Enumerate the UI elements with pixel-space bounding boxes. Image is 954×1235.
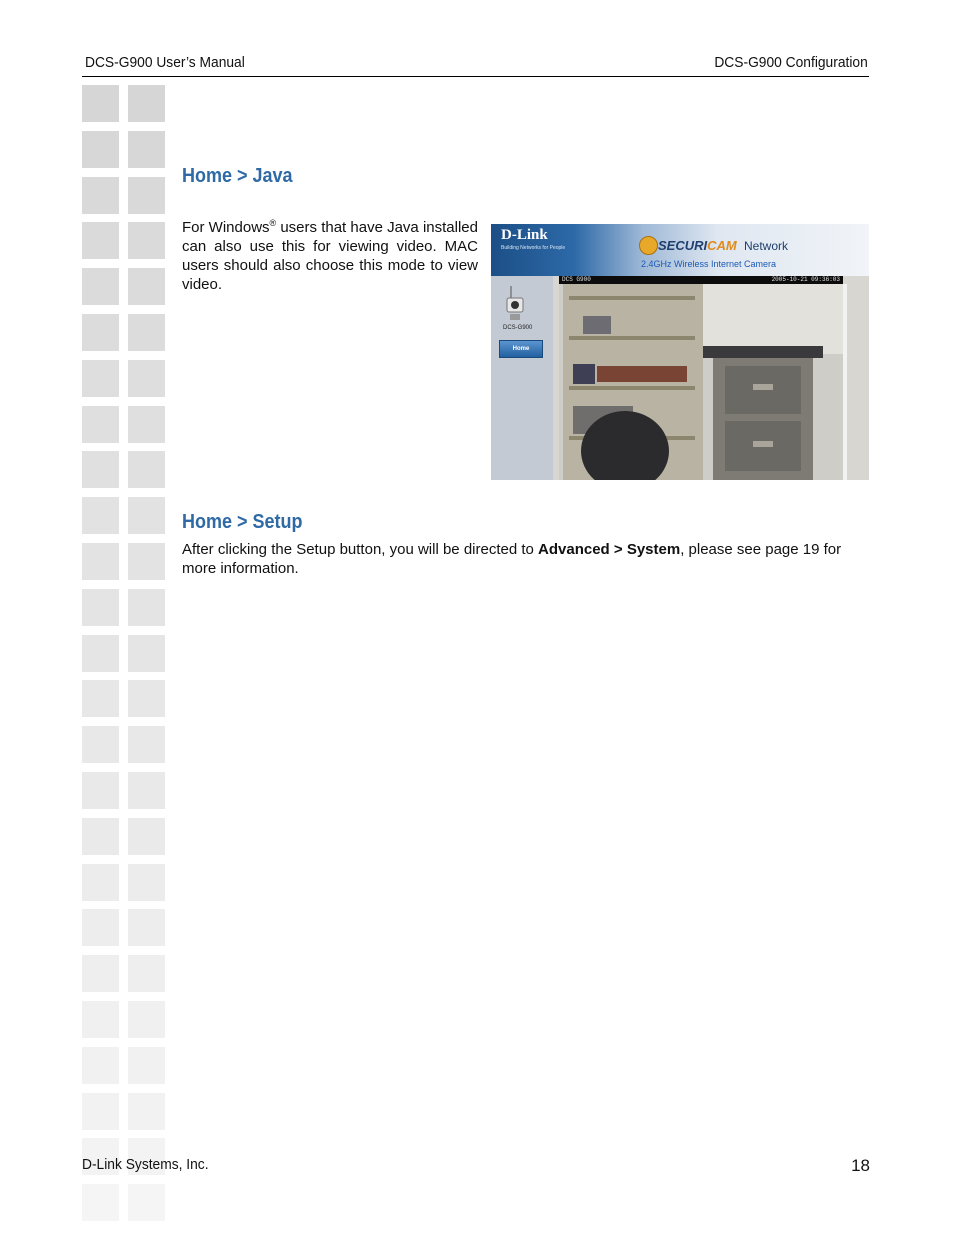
sidebar-square — [128, 772, 165, 809]
setup-link-text: Advanced > System — [538, 541, 681, 558]
sidebar-square — [128, 955, 165, 992]
sidebar-square — [82, 131, 119, 168]
java-paragraph — [182, 218, 478, 294]
registered-mark: ® — [269, 218, 277, 228]
screenshot-subtitle: 2.4GHz Wireless Internet Camera — [641, 259, 777, 269]
sidebar-square — [128, 222, 165, 259]
camera-web-ui-screenshot — [491, 224, 869, 480]
video-camera-label: DCS G900 — [562, 276, 591, 283]
dlink-logo: D-Link — [501, 227, 548, 243]
sidebar-square — [82, 1001, 119, 1038]
sidebar-square — [82, 864, 119, 901]
sidebar-square — [128, 680, 165, 717]
video-timestamp: 2005-10-21 09:36:03 — [771, 276, 840, 283]
header-section-title: DCS-G900 Configuration — [714, 54, 868, 71]
setup-paragraph — [182, 540, 874, 578]
sidebar-square — [128, 85, 165, 122]
sidebar-square — [82, 543, 119, 580]
sidebar-square — [128, 543, 165, 580]
sidebar-square — [128, 726, 165, 763]
sidebar-square — [128, 1047, 165, 1084]
sidebar-square — [82, 955, 119, 992]
sidebar-square — [128, 177, 165, 214]
sidebar-square — [82, 726, 119, 763]
sidebar-square — [82, 772, 119, 809]
sidebar-square — [128, 360, 165, 397]
sidebar-square — [82, 1093, 119, 1130]
sidebar-square — [82, 85, 119, 122]
page-number: 18 — [851, 1156, 870, 1175]
sidebar-square — [82, 406, 119, 443]
sidebar-square — [82, 1184, 119, 1221]
sidebar-square — [82, 177, 119, 214]
sidebar-square — [128, 864, 165, 901]
sidebar-square — [128, 497, 165, 534]
sidebar-square — [82, 314, 119, 351]
footer-company: D-Link Systems, Inc. — [82, 1156, 209, 1173]
sidebar-square — [128, 818, 165, 855]
sidebar-square — [82, 1047, 119, 1084]
sidebar-square — [128, 1184, 165, 1221]
sidebar-square — [128, 131, 165, 168]
video-feed — [553, 276, 869, 480]
decorative-sidebar-squares — [82, 85, 168, 1235]
camera-model-label: DCS-G900 — [503, 325, 533, 331]
office-scene-image — [553, 276, 869, 480]
section-heading-java: Home > Java — [182, 165, 293, 187]
securicam-brand — [658, 238, 737, 253]
sidebar-square — [82, 680, 119, 717]
sidebar-square — [128, 1093, 165, 1130]
sidebar-square — [128, 268, 165, 305]
sidebar-square — [82, 268, 119, 305]
sidebar-square — [82, 497, 119, 534]
sidebar-square — [128, 451, 165, 488]
sidebar-square — [82, 909, 119, 946]
camera-icon — [503, 286, 527, 322]
brand-part-cam: CAM — [707, 238, 737, 253]
section-heading-setup: Home > Setup — [182, 511, 303, 533]
sidebar-square — [82, 818, 119, 855]
sidebar-square — [128, 406, 165, 443]
securicam-lock-icon — [639, 236, 658, 255]
setup-text-lead: After clicking the Setup button, you will be directed to — [182, 541, 539, 558]
sidebar-square — [82, 222, 119, 259]
sidebar-square — [82, 451, 119, 488]
header-divider — [82, 76, 869, 77]
sidebar-square — [128, 909, 165, 946]
sidebar-square — [128, 1001, 165, 1038]
sidebar-square — [128, 314, 165, 351]
sidebar-square — [128, 589, 165, 626]
dlink-tagline: Building Networks for People — [501, 245, 566, 251]
brand-part-network: Network — [744, 239, 789, 253]
home-button[interactable]: Home — [499, 340, 543, 358]
sidebar-square — [82, 635, 119, 672]
setup-text-rest: , please see page 19 for more information. — [182, 541, 842, 577]
video-overlay-bar — [559, 276, 843, 284]
sidebar-square — [82, 360, 119, 397]
brand-part-securi: SECURI — [658, 238, 708, 253]
sidebar-square — [82, 589, 119, 626]
sidebar-square — [128, 635, 165, 672]
java-text-rest: users that have Java installed can also use this for viewing video. MAC users should also choose this mode to view video. — [182, 219, 478, 293]
header-manual-title: DCS-G900 User’s Manual — [85, 54, 245, 71]
java-text-lead: For Windows — [182, 219, 270, 236]
